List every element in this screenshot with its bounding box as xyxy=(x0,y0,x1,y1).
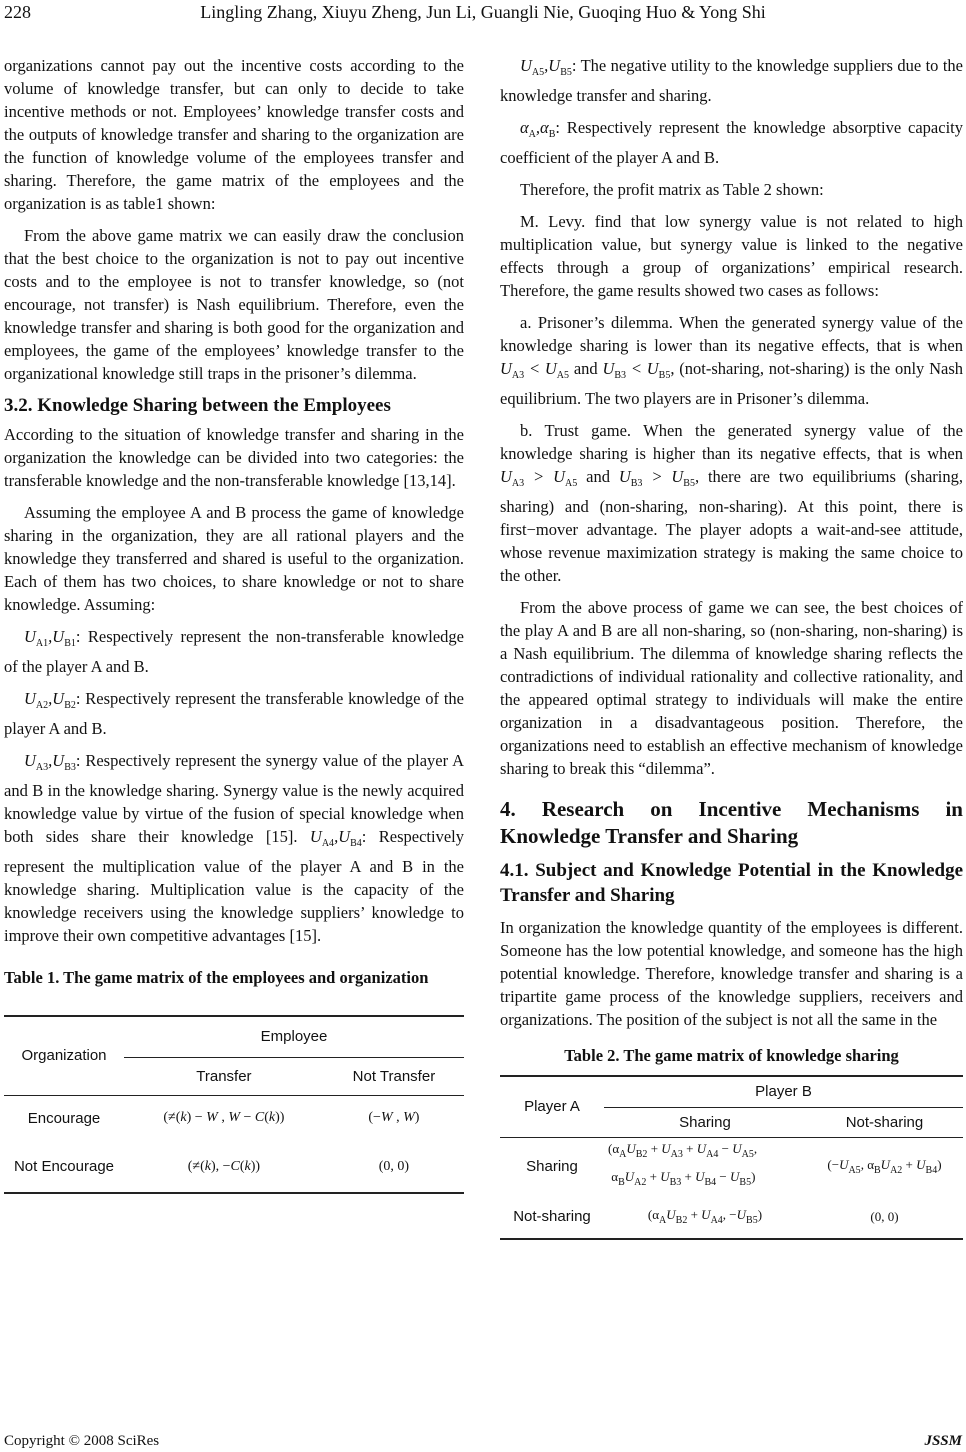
table1-col-header: Not Transfer xyxy=(324,1057,464,1095)
table2-group-header: Player B xyxy=(604,1077,963,1107)
table1-cell: (−W , W) xyxy=(368,1110,420,1126)
definition-alpha: $\alpha_A,\alpha_B$: Respectively represent the knowledge absorptive capacity coefficient of the player A and B. xyxy=(500,118,963,167)
table2 xyxy=(500,1075,963,1240)
table2-cell: ($\alpha_AU_{B2} + U_{A3} + U_{A4} - U_{A5}$, $\alpha_BU_{A2} + U_{B3} + U_{B4} - U_{B5}$) xyxy=(608,1141,758,1189)
table1-cell: (≠(k) − W , W − C(k)) xyxy=(163,1110,285,1126)
table1-cell: (≠(k), −C(k)) xyxy=(124,1141,324,1193)
section-heading-4-1: 4.1. Subject and Knowledge Potential in the Knowledge Transfer and Sharing xyxy=(500,860,964,906)
paragraph: From the above game matrix we can easily draw the conclusion that the best choice to the organization is not to pay out incentive costs and to the employee is not to transfer knowledge, so (not encourage, not transfer) is Nash equilibrium. Therefore, even the knowledge transfer and sharing is both good for the organization and employees, the game of the employees’ knowledge transfer to the organizational knowledge still traps in the prisoner’s dilemma. xyxy=(4,226,464,383)
table2-cell: ($-U_{A5}$, $\alpha_BU_{A2} + U_{B4}$) xyxy=(827,1156,942,1176)
section-heading-4: 4. Research on Incentive Mechanisms in Knowledge Transfer and Sharing xyxy=(500,797,963,848)
paragraph: Therefore, the profit matrix as Table 2 shown: xyxy=(520,180,824,199)
paragraph: organizations cannot pay out the incentive costs according to the volume of knowledge transfer, but can only to decide to take incentive methods or not. Employees’ knowledge transfer costs and the outputs of knowledge transfer and sharing to the organization are the function of knowledge volume of the employees transfer and sharing. Therefore, the game matrix of the employees and the organization is as table1 shown: xyxy=(4,56,464,213)
table1-row-header: Encourage xyxy=(27,1109,101,1127)
definition-u1: $U_{A1},U_{B1}$: Respectively represent the non-transferable knowledge of the player A and B. xyxy=(4,627,464,676)
paragraph: In organization the knowledge quantity of the employees is different. Someone has the low potential knowledge, and someone has the high potential knowledge. Therefore, knowledge transfer and sharing is a tripartite game process of the knowledge suppliers, receivers and organizations. The position of the subject is not all the same in the xyxy=(500,918,963,1029)
copyright: Copyright © 2008 SciRes xyxy=(4,1433,160,1449)
table1-caption: Table 1. The game matrix of the employees and organization xyxy=(4,968,429,987)
table2-cell: ($\alpha_AU_{B2} + U_{A4}$, $-U_{B5}$) xyxy=(604,1195,806,1239)
case-a-paragraph: a. Prisoner’s dilemma. When the generated synergy value of the knowledge sharing is lower than its negative effects, that is when $U_{A3} < U_{A5}$ and $U_{B3} < U_{B5}$, (not-sharing, not-sharing) is the only Nash equilibrium. The two players are in Prisoner’s dilemma. xyxy=(500,313,964,408)
table1-corner: Organization xyxy=(4,1017,124,1095)
table1-row-header: Not Encourage xyxy=(4,1141,124,1193)
paragraph: From the above process of game we can see, the best choices of the play A and B are all non-sharing, so (non-sharing, non-sharing) is a Nash equilibrium. The dilemma of knowledge sharing reflects the contradictions of individual rationality and collective rationality, and the appeared optimal strategy to individuals will make the entire organization in a disadvantageous position. Therefore, the organizations need to establish an effective mechanism of knowledge sharing to break this “dilemma”. xyxy=(500,598,963,778)
math-variable: $U_{A1},U_{B1}$ xyxy=(24,627,76,649)
table1-cell: (0, 0) xyxy=(324,1141,464,1193)
table2-col-header: Sharing xyxy=(604,1107,806,1137)
math-variable: $U_{A2},U_{B2}$ xyxy=(24,689,76,711)
table1-col-header: Transfer xyxy=(124,1057,324,1095)
math-variable: $U_{A5},U_{B5}$ xyxy=(520,56,572,78)
page-footer xyxy=(4,1433,962,1450)
table2-row-header: Sharing xyxy=(526,1157,578,1175)
math-inequality: $U_{B3} > U_{B5}$ xyxy=(618,467,695,489)
definition-u5: $U_{A5},U_{B5}$: The negative utility to the knowledge suppliers due to the knowledge transfer and sharing. xyxy=(500,56,963,105)
case-b-paragraph: b. Trust game. When the generated synergy value of the knowledge sharing is higher than its negative effects, that is when $U_{A3} > U_{A5}$ and $U_{B3} > U_{B5}$, there are two equilibriums (sharing, sharing) and (non-sharing, non-sharing). At this point, there is first−mover advantage. The player adopts a wait-and-see attitude, whose revenue maximization strategy is making the same choice to the other. xyxy=(500,421,963,585)
math-variable: $U_{A3},U_{B3}$ xyxy=(24,751,76,773)
math-inequality: $U_{A3} < U_{A5}$ xyxy=(500,359,570,381)
math-variable: $U_{A4},U_{B4}$ xyxy=(309,827,362,849)
left-column xyxy=(4,54,464,1194)
table1-group-header: Employee xyxy=(124,1017,464,1057)
running-title: Lingling Zhang, Xiuyu Zheng, Jun Li, Guangli Nie, Guoqing Huo & Yong Shi xyxy=(200,2,766,22)
table2-col-header: Not-sharing xyxy=(806,1107,963,1137)
math-variable: $\alpha_A,\alpha_B$ xyxy=(520,118,556,140)
table2-caption: Table 2. The game matrix of knowledge sharing xyxy=(564,1046,899,1065)
journal-name: JSSM xyxy=(924,1433,962,1449)
definition-u3-u4: $U_{A3},U_{B3}$: Respectively represent the synergy value of the player A and B in the knowledge sharing. Synergy value is the newly acquired knowledge value by virtue of the fusion of special knowledge when both sides share their knowledge [15]. $U_{A4},U_{B4}$: Respectively represent the multiplication value of the player A and B in the knowledge sharing. Multiplication value is the capacity of the knowledge receivers using the knowledge suppliers’ knowledge to improve their own competitive advantages [15]. xyxy=(4,751,465,945)
table2-cell: (0, 0) xyxy=(806,1195,963,1239)
table2-row-header: Not-sharing xyxy=(500,1195,604,1239)
paragraph: M. Levy. find that low synergy value is not related to high multiplication value, but synergy value is linked to the negative effects through a group of organizations’ empirical research. Therefore, the game results showed two cases as follows: xyxy=(500,212,963,300)
table2-corner: Player A xyxy=(500,1077,604,1137)
table1 xyxy=(4,1015,464,1194)
right-column xyxy=(500,54,963,1240)
paragraph: Assuming the employee A and B process the game of knowledge sharing in the organization, they are all rational players and the knowledge they transferred and shared is useful to the organization. Each of them has two choices, to share knowledge or not to share knowledge. Assuming: xyxy=(4,503,464,614)
definition-u2: $U_{A2},U_{B2}$: Respectively represent the transferable knowledge of the player A and B. xyxy=(4,689,464,738)
math-inequality: $U_{B3} < U_{B5}$ xyxy=(602,359,671,381)
section-heading-3-2: 3.2. Knowledge Sharing between the Employees xyxy=(4,395,391,416)
math-inequality: $U_{A3} > U_{A5}$ xyxy=(500,467,578,489)
page-number: 228 xyxy=(4,2,31,22)
paragraph: According to the situation of knowledge transfer and sharing in the organization the knowledge can be divided into two categories: the transferable knowledge and the non-transferable knowledge [13,14]. xyxy=(4,425,464,490)
